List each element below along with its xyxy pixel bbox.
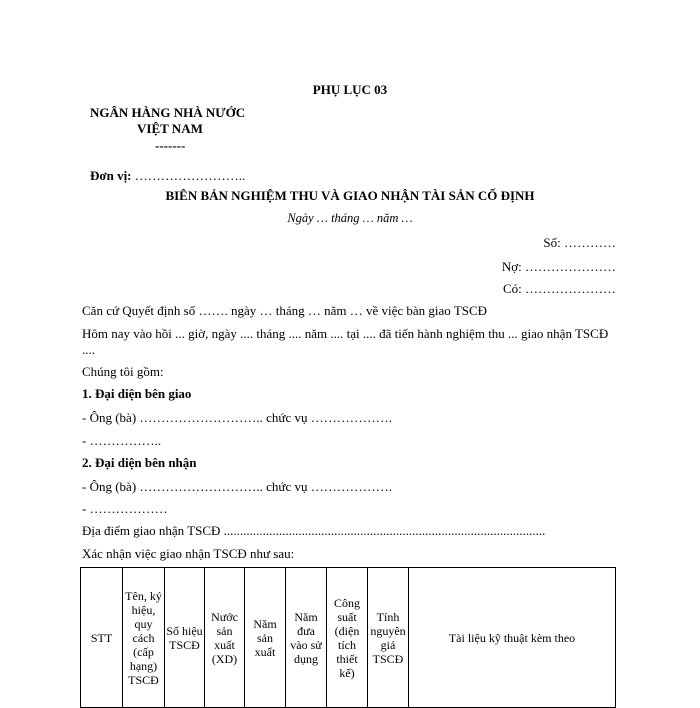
ref-no: Nợ: ………………… [501, 259, 616, 274]
meeting-line: Hôm nay vào hồi ... giờ, ngày .... tháng .... năm .... tại .... đã tiến hành nghiệm thu ... giao nhận TSCĐ .... [82, 326, 609, 357]
col-year-made: Năm sản xuất [245, 568, 286, 708]
handover-place: Địa điểm giao nhận TSCĐ ................................................................................................... [82, 523, 546, 538]
col-asset-number: Số hiệu TSCĐ [165, 568, 205, 708]
org-name-line1: NGÂN HÀNG NHÀ NƯỚC [90, 105, 246, 120]
section-handover-person: - Ông (bà) ……………………….. chức vụ ………………. [82, 410, 392, 425]
date-line: Ngày … tháng … năm … [287, 211, 413, 225]
unit-label: Đơn vị: [90, 168, 132, 183]
section-handover-extra: - …………….. [82, 433, 162, 448]
col-asset-name: Tên, ký hiệu, quy cách (cấp hạng) TSCĐ [123, 568, 165, 708]
basis-line: Căn cứ Quyết định số ……. ngày … tháng … năm … về việc bàn giao TSCĐ [82, 303, 488, 318]
ref-so: Số: ………… [543, 235, 616, 250]
appendix-text: PHỤ LỤC 03 [312, 82, 388, 97]
col-cost: Tính nguyên giá TSCĐ [368, 568, 409, 708]
participants-intro: Chúng tôi gồm: [82, 364, 164, 379]
org-rule: ------- [155, 138, 186, 153]
section-receive-person: - Ông (bà) ……………………….. chức vụ ………………. [82, 479, 392, 494]
section-receive-title: 2. Đại diện bên nhận [82, 455, 197, 470]
section-receive-extra: - ……………… [82, 501, 168, 516]
table-header-row [81, 568, 616, 708]
unit-value: …………………….. [131, 168, 246, 183]
asset-table [80, 567, 616, 708]
col-year-used: Năm đưa vào sử dụng [286, 568, 327, 708]
document-title: BIÊN BẢN NGHIỆM THU VÀ GIAO NHẬN TÀI SẢN CỐ ĐỊNH [165, 188, 535, 203]
org-name-line2: VIỆT NAM [137, 121, 203, 136]
ref-co: Có: ………………… [502, 281, 616, 296]
confirmation-line: Xác nhận việc giao nhận TSCĐ như sau: [82, 546, 295, 561]
col-docs: Tài liệu kỹ thuật kèm theo [409, 568, 616, 708]
col-country: Nước sản xuất (XD) [205, 568, 245, 708]
unit-line [90, 168, 245, 184]
appendix-label [0, 82, 700, 98]
col-capacity: Công suất (diện tích thiết kế) [327, 568, 368, 708]
col-stt: STT [81, 568, 123, 708]
section-handover-title: 1. Đại diện bên giao [82, 386, 192, 401]
